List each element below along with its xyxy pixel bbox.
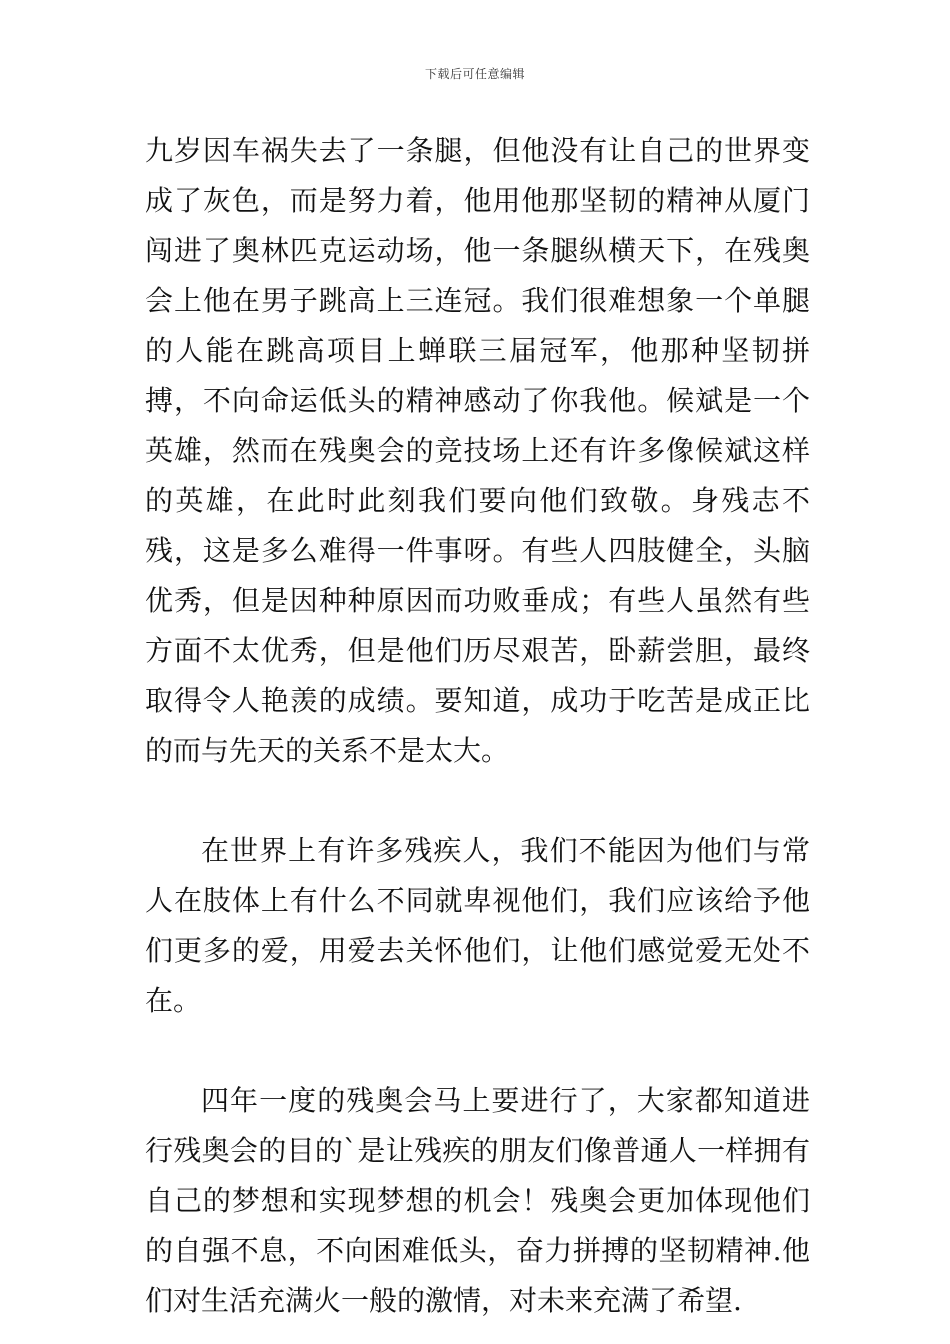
paragraph-3: 四年一度的残奥会马上要进行了，大家都知道进行残奥会的目的`是让残疾的朋友们像普通人一样拥有自己的梦想和实现梦想的机会！残奥会更加体现他们的自强不息，不向困难低头，奋力拼搏的坚韧精神.他们对生活充满火一般的激情，对未来充满了希望. [145, 1084, 810, 1317]
document-body [145, 126, 810, 1326]
page-header: 下载后可任意编辑 [424, 67, 525, 81]
paragraph-1: 九岁因车祸失去了一条腿，但他没有让自己的世界变成了灰色，而是努力着，他用他那坚韧的精神从厦门闯进了奥林匹克运动场，他一条腿纵横天下，在残奥会上他在男子跳高上三连冠。我们很难想象一个单腿的人能在跳高项目上蝉联三届冠军，他那种坚韧拼搏，不向命运低头的精神感动了你我他。候斌是一个英雄，然而在残奥会的竞技场上还有许多像候斌这样的英雄，在此时此刻我们要向他们致敬。身残志不残，这是多么难得一件事呀。有些人四肢健全，头脑优秀，但是因种种原因而功败垂成；有些人虽然有些方面不太优秀，但是他们历尽艰苦，卧薪尝胆，最终取得令人艳羡的成绩。要知道，成功于吃苦是成正比的而与先天的关系不是太大。 [145, 134, 810, 767]
paragraph-2: 在世界上有许多残疾人，我们不能因为他们与常人在肢体上有什么不同就卑视他们，我们应该给予他们更多的爱，用爱去关怀他们，让他们感觉爱无处不在。 [145, 834, 810, 1017]
